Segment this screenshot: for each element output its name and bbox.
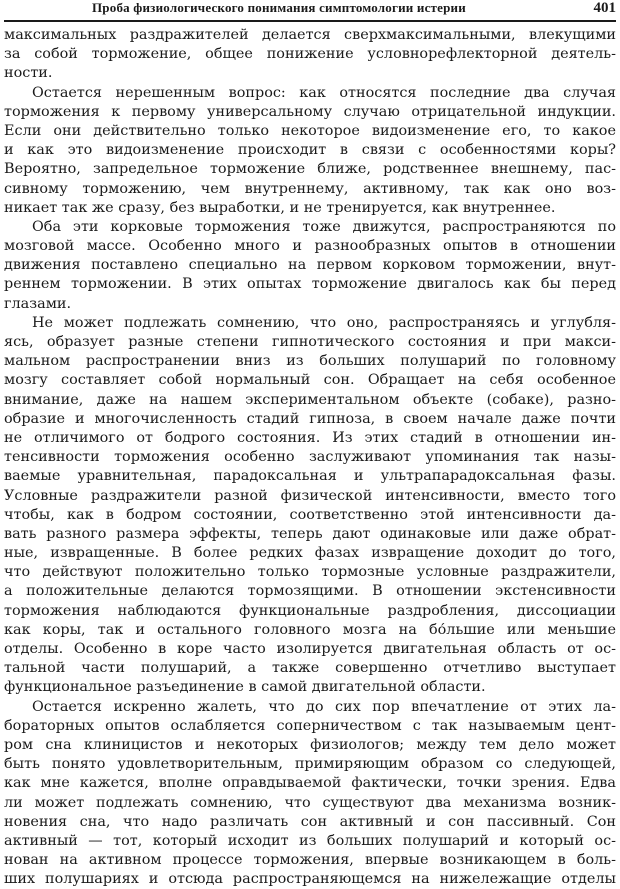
text-line: и как это видоизменение происходит в связи с особенностями коры? [4,142,616,159]
paragraph [4,26,616,84]
text-line: никает так же сразу, без выработки, и не тренируется, как внутреннее. [4,199,556,216]
text-line: вать разного размера эффекты, теперь дают одинаковые или даже обрат- [4,525,616,542]
text-line: движения поставлено специально на первом корковом торможении, внут- [4,257,616,274]
text-line: ясь, образует разные степени гипнотического состояния и при макси- [4,334,616,350]
text-line: отделы. Особенно в коре часто изолируется двигательная область от ос- [4,641,616,657]
text-line: функциональное разъединение в самой двигательной области. [4,679,486,696]
text-line: тальной части полушарий, а также совершенно отчетливо выступает [4,660,616,677]
text-line: Если они действительно только некоторое видоизменение его, то какое [4,122,616,139]
text-line: глазами. [4,295,72,312]
text-line: сивному торможению, чем внутреннему, активному, так как оно воз- [4,180,616,197]
text-line: что действуют положительно только тормозные условные раздражители, [4,564,616,581]
text-line: за собой торможение, общее понижение условнорефлекторной деятель- [4,46,616,63]
text-line: мальном распространении вниз из больших полушарий по головному [4,353,616,370]
text-line: торможения к первому универсальному случаю отрицательной индукции. [4,103,616,120]
text-line: не отличимого от бодрого состояния. Из этих стадий в отношении ин- [4,429,616,446]
text-line: мозговой массе. Особенно много и разнообразных опытов в отношении [4,238,616,255]
running-title: Проба физиологического понимания симптомологии истерии [92,0,466,15]
text-line: бораторных опытов ослабляется соперничеством с так называемым цент- [4,717,616,734]
text-line: ные, извращенные. В более редких фазах извращение доходит до того, [4,545,616,562]
text-line: а положительные делаются тормозящими. В отношении экстенсивности [4,583,616,600]
text-line: быть понято удовлетворительным, примиряющим образом со следующей, [4,756,616,773]
paragraph [4,84,616,218]
running-head [4,0,616,22]
text-line: ваемые уравнительная, парадоксальная и ультрапарадоксальная фазы. [4,468,616,485]
text-line: тенсивности торможения особенно заслуживают упоминания так назы- [4,449,616,466]
text-line: как коры, так и остального головного мозга на бо́льшие или меньшие [4,621,616,638]
page-number: 401 [593,0,616,16]
paragraph [4,314,616,698]
text-line: Оба эти корковые торможения тоже движутся, распространяются по [32,218,616,235]
text-line: Остается искренно жалеть, что до сих пор впечатление от этих ла- [32,698,616,715]
text-line: Условные раздражители разной физической интенсивности, вместо того [4,487,616,504]
text-line: новения сна, что надо различать сон активный и сон пассивный. Сон [4,813,616,830]
body-text [4,26,616,888]
paragraph [4,218,616,314]
text-line: максимальных раздражителей делается сверхмаксимальными, влекущими [4,27,616,43]
text-line: Не может подлежать сомнению, что оно, распространяясь и углубля- [32,314,616,331]
text-line: образие и многочисленность стадий гипноза, в своем начале даже почти [4,410,616,427]
text-line: внимание, даже на нашем экспериментальном объекте (собаке), разно- [4,391,616,408]
text-line: активный — тот, который исходит из больших полушарий и который ос- [4,832,616,849]
text-line: ности. [4,65,53,82]
text-line: нован на активном процессе торможения, впервые возникающем в боль- [4,852,616,869]
text-line: ром сна клиницистов и некоторых физиологов; между тем дело может [4,736,616,753]
text-line: мозгу составляет собой нормальный сон. Обращает на себя особенное [4,372,616,389]
text-line: чтобы, как в бодром состоянии, соответственно этой интенсивности да- [4,506,616,523]
text-line: торможения наблюдаются функциональные раздробления, диссоциации [4,602,616,619]
text-line: как мне кажется, вполне оправдываемой фактически, точки зрения. Едва [4,775,616,792]
text-line: ли может подлежать сомнению, что существуют два механизма возник- [4,794,616,811]
text-line: Вероятно, запредельное торможение ближе, родственнее внешнему, пас- [4,161,616,178]
text-line: Остается нерешенным вопрос: как относятся последние два случая [32,84,616,101]
text-line: реннем торможении. В этих опытах торможение двигалось как бы перед [4,276,616,293]
text-line: ших полушариях и отсюда распространяющемся на нижележащие отделы [4,871,616,888]
paragraph [4,698,616,889]
